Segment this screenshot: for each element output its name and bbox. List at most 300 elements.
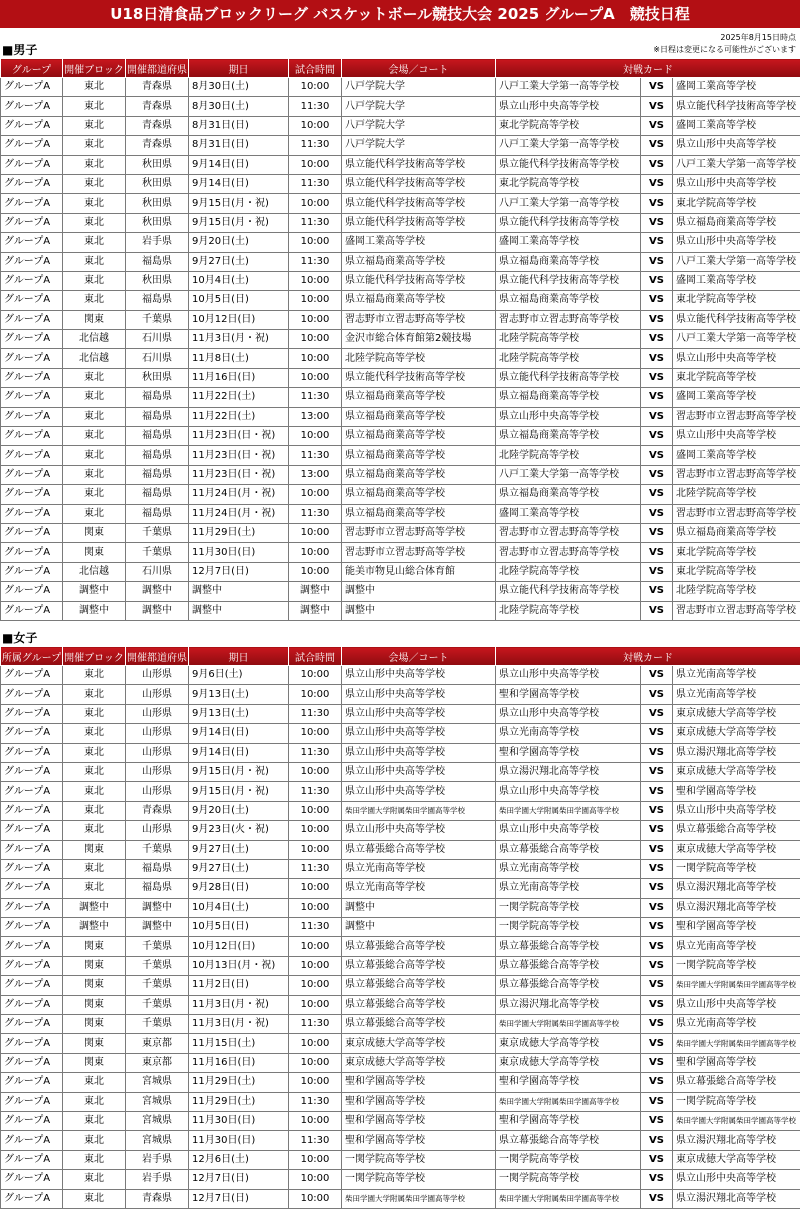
col-header-block: 開催ブロック (63, 647, 126, 666)
cell-venue: 県立山形中央高等学校 (342, 743, 496, 762)
cell-group: グループA (1, 995, 63, 1014)
table-row (1, 937, 800, 956)
cell-venue: 習志野市立習志野高等学校 (342, 310, 496, 329)
cell-vs: VS (641, 840, 673, 859)
cell-group: グループA (1, 78, 63, 97)
cell-home-team: 習志野市立習志野高等学校 (496, 310, 641, 329)
cell-home-team: 県立福島商業高等学校 (496, 485, 641, 504)
cell-venue: 県立能代科学技術高等学校 (342, 155, 496, 174)
cell-group: グループA (1, 1131, 63, 1150)
cell-away-team: 県立山形中央高等学校 (673, 349, 800, 368)
cell-away-team: 県立福島商業高等学校 (673, 523, 800, 542)
cell-block: 東北 (63, 252, 126, 271)
cell-date: 9月23日(火・祝) (189, 821, 289, 840)
cell-venue: 八戸学院大学 (342, 116, 496, 135)
cell-time: 10:00 (289, 840, 342, 859)
table-row (1, 446, 800, 465)
cell-vs: VS (641, 582, 673, 601)
cell-home-team: 東北学院高等学校 (496, 174, 641, 193)
cell-date: 10月4日(土) (189, 898, 289, 917)
cell-home-team: 聖和学園高等学校 (496, 1111, 641, 1130)
cell-vs: VS (641, 1073, 673, 1092)
cell-block: 東北 (63, 666, 126, 685)
cell-block: 東北 (63, 762, 126, 781)
cell-home-team: 県立光南高等学校 (496, 724, 641, 743)
cell-block: 関東 (63, 995, 126, 1014)
cell-venue: 聖和学園高等学校 (342, 1111, 496, 1130)
cell-venue: 東京成徳大学高等学校 (342, 1053, 496, 1072)
cell-vs: VS (641, 995, 673, 1014)
cell-vs: VS (641, 116, 673, 135)
cell-block: 関東 (63, 1034, 126, 1053)
table-row (1, 1131, 800, 1150)
cell-block: 関東 (63, 1053, 126, 1072)
cell-vs: VS (641, 485, 673, 504)
cell-venue: 北陸学院高等学校 (342, 349, 496, 368)
cell-date: 11月3日(月・祝) (189, 1015, 289, 1034)
cell-venue: 県立山形中央高等学校 (342, 685, 496, 704)
cell-block: 東北 (63, 368, 126, 387)
cell-date: 調整中 (189, 601, 289, 620)
cell-time: 10:00 (289, 543, 342, 562)
col-header-date: 期日 (189, 647, 289, 666)
cell-block: 東北 (63, 724, 126, 743)
col-header-block: 開催ブロック (63, 59, 126, 78)
cell-home-team: 聖和学園高等学校 (496, 1073, 641, 1092)
cell-time: 10:00 (289, 685, 342, 704)
cell-vs: VS (641, 724, 673, 743)
cell-home-team: 北陸学院高等学校 (496, 562, 641, 581)
table-row (1, 78, 800, 97)
cell-away-team: 一関学院高等学校 (673, 1092, 800, 1111)
cell-block: 調整中 (63, 918, 126, 937)
col-header-group: グループ (1, 59, 63, 78)
cell-time: 10:00 (289, 821, 342, 840)
table-row (1, 601, 800, 620)
cell-date: 11月16日(日) (189, 1053, 289, 1072)
cell-time: 10:00 (289, 801, 342, 820)
cell-date: 10月4日(土) (189, 271, 289, 290)
cell-date: 9月15日(月・祝) (189, 782, 289, 801)
table-row (1, 724, 800, 743)
cell-away-team: 習志野市立習志野高等学校 (673, 601, 800, 620)
cell-away-team: 北陸学院高等学校 (673, 582, 800, 601)
cell-date: 11月15日(土) (189, 1034, 289, 1053)
cell-away-team: 県立幕張総合高等学校 (673, 1073, 800, 1092)
cell-vs: VS (641, 1189, 673, 1208)
cell-date: 10月5日(日) (189, 918, 289, 937)
cell-venue: 県立幕張総合高等学校 (342, 840, 496, 859)
cell-time: 10:00 (289, 349, 342, 368)
cell-group: グループA (1, 782, 63, 801)
cell-date: 11月30日(日) (189, 1111, 289, 1130)
table-row (1, 504, 800, 523)
cell-home-team: 県立山形中央高等学校 (496, 821, 641, 840)
table-row (1, 898, 800, 917)
cell-group: グループA (1, 1189, 63, 1208)
cell-vs: VS (641, 1092, 673, 1111)
cell-group: グループA (1, 465, 63, 484)
cell-vs: VS (641, 937, 673, 956)
cell-vs: VS (641, 504, 673, 523)
cell-time: 調整中 (289, 582, 342, 601)
table-row (1, 918, 800, 937)
cell-block: 東北 (63, 174, 126, 193)
cell-date: 11月24日(月・祝) (189, 485, 289, 504)
cell-group: グループA (1, 427, 63, 446)
cell-away-team: 一関学院高等学校 (673, 956, 800, 975)
cell-group: グループA (1, 407, 63, 426)
cell-venue: 県立山形中央高等学校 (342, 666, 496, 685)
col-header-prefecture: 開催都道府県 (126, 59, 189, 78)
cell-venue: 県立福島商業高等学校 (342, 465, 496, 484)
cell-group: グループA (1, 136, 63, 155)
cell-prefecture: 千葉県 (126, 523, 189, 542)
cell-time: 13:00 (289, 407, 342, 426)
table-row (1, 666, 800, 685)
cell-home-team: 八戸工業大学第一高等学校 (496, 136, 641, 155)
cell-venue: 東京成徳大学高等学校 (342, 1034, 496, 1053)
cell-date: 9月20日(土) (189, 801, 289, 820)
cell-home-team: 東北学院高等学校 (496, 116, 641, 135)
cell-time: 10:00 (289, 310, 342, 329)
cell-home-team: 県立能代科学技術高等学校 (496, 271, 641, 290)
cell-venue: 県立能代科学技術高等学校 (342, 174, 496, 193)
cell-date: 9月20日(土) (189, 233, 289, 252)
table-row (1, 1189, 800, 1208)
cell-group: グループA (1, 388, 63, 407)
cell-date: 10月13日(月・祝) (189, 956, 289, 975)
cell-group: グループA (1, 1111, 63, 1130)
cell-date: 10月5日(日) (189, 291, 289, 310)
cell-vs: VS (641, 194, 673, 213)
cell-home-team: 一関学院高等学校 (496, 898, 641, 917)
cell-date: 11月22日(土) (189, 407, 289, 426)
cell-group: グループA (1, 840, 63, 859)
cell-date: 11月23日(日・祝) (189, 446, 289, 465)
cell-prefecture: 岩手県 (126, 1170, 189, 1189)
cell-vs: VS (641, 407, 673, 426)
cell-group: グループA (1, 543, 63, 562)
cell-time: 10:00 (289, 194, 342, 213)
table-row (1, 956, 800, 975)
cell-block: 東北 (63, 155, 126, 174)
cell-prefecture: 山形県 (126, 724, 189, 743)
cell-vs: VS (641, 685, 673, 704)
cell-away-team: 聖和学園高等学校 (673, 918, 800, 937)
cell-venue: 能美市物見山総合体育館 (342, 562, 496, 581)
cell-venue: 八戸学院大学 (342, 78, 496, 97)
cell-home-team: 柴田学園大学附属柴田学園高等学校 (496, 1189, 641, 1208)
cell-block: 東北 (63, 1150, 126, 1169)
cell-home-team: 盛岡工業高等学校 (496, 504, 641, 523)
cell-venue: 県立幕張総合高等学校 (342, 1015, 496, 1034)
cell-home-team: 八戸工業大学第一高等学校 (496, 78, 641, 97)
cell-prefecture: 秋田県 (126, 271, 189, 290)
cell-venue: 聖和学園高等学校 (342, 1131, 496, 1150)
cell-prefecture: 山形県 (126, 821, 189, 840)
cell-prefecture: 福島県 (126, 446, 189, 465)
col-header-time: 試合時間 (289, 59, 342, 78)
cell-vs: VS (641, 782, 673, 801)
cell-date: 10月12日(日) (189, 310, 289, 329)
cell-block: 北信越 (63, 562, 126, 581)
cell-block: 東北 (63, 685, 126, 704)
cell-vs: VS (641, 213, 673, 232)
cell-group: グループA (1, 956, 63, 975)
cell-vs: VS (641, 1150, 673, 1169)
cell-date: 11月16日(日) (189, 368, 289, 387)
cell-venue: 金沢市総合体育館第2競技場 (342, 330, 496, 349)
cell-vs: VS (641, 291, 673, 310)
cell-group: グループA (1, 879, 63, 898)
cell-group: グループA (1, 1015, 63, 1034)
cell-venue: 八戸学院大学 (342, 136, 496, 155)
cell-away-team: 東京成徳大学高等学校 (673, 840, 800, 859)
cell-date: 11月30日(日) (189, 543, 289, 562)
cell-block: 東北 (63, 116, 126, 135)
cell-date: 9月14日(日) (189, 155, 289, 174)
cell-vs: VS (641, 523, 673, 542)
cell-time: 10:00 (289, 1111, 342, 1130)
cell-home-team: 県立福島商業高等学校 (496, 252, 641, 271)
table-row (1, 271, 800, 290)
cell-group: グループA (1, 213, 63, 232)
col-header-time: 試合時間 (289, 647, 342, 666)
cell-prefecture: 福島県 (126, 465, 189, 484)
table-row (1, 213, 800, 232)
cell-home-team: 県立能代科学技術高等学校 (496, 368, 641, 387)
cell-time: 11:30 (289, 1092, 342, 1111)
cell-prefecture: 秋田県 (126, 194, 189, 213)
cell-prefecture: 秋田県 (126, 155, 189, 174)
cell-time: 10:00 (289, 898, 342, 917)
cell-time: 10:00 (289, 562, 342, 581)
cell-block: 東北 (63, 427, 126, 446)
table-row (1, 879, 800, 898)
table-header-row (1, 59, 800, 78)
cell-block: 東北 (63, 485, 126, 504)
cell-home-team: 柴田学園大学附属柴田学園高等学校 (496, 801, 641, 820)
cell-away-team: 県立幕張総合高等学校 (673, 821, 800, 840)
cell-vs: VS (641, 349, 673, 368)
cell-group: グループA (1, 330, 63, 349)
cell-time: 10:00 (289, 937, 342, 956)
cell-home-team: 北陸学院高等学校 (496, 349, 641, 368)
table-row (1, 136, 800, 155)
cell-block: 東北 (63, 1092, 126, 1111)
cell-block: 北信越 (63, 330, 126, 349)
cell-group: グループA (1, 918, 63, 937)
cell-block: 東北 (63, 271, 126, 290)
table-row (1, 97, 800, 116)
cell-vs: VS (641, 976, 673, 995)
cell-vs: VS (641, 743, 673, 762)
cell-venue: 県立山形中央高等学校 (342, 762, 496, 781)
cell-prefecture: 石川県 (126, 562, 189, 581)
table-row (1, 310, 800, 329)
cell-away-team: 東北学院高等学校 (673, 194, 800, 213)
cell-time: 10:00 (289, 976, 342, 995)
cell-date: 12月7日(日) (189, 1189, 289, 1208)
cell-venue: 柴田学園大学附属柴田学園高等学校 (342, 801, 496, 820)
cell-venue: 県立福島商業高等学校 (342, 446, 496, 465)
col-header-prefecture: 開催都道府県 (126, 647, 189, 666)
cell-vs: VS (641, 666, 673, 685)
cell-prefecture: 調整中 (126, 918, 189, 937)
cell-away-team: 県立能代科学技術高等学校 (673, 310, 800, 329)
cell-block: 関東 (63, 523, 126, 542)
cell-date: 9月27日(土) (189, 252, 289, 271)
table-row (1, 1053, 800, 1072)
cell-date: 12月7日(日) (189, 562, 289, 581)
cell-vs: VS (641, 1034, 673, 1053)
cell-home-team: 県立幕張総合高等学校 (496, 937, 641, 956)
cell-prefecture: 山形県 (126, 782, 189, 801)
cell-date: 8月31日(日) (189, 116, 289, 135)
cell-prefecture: 千葉県 (126, 1015, 189, 1034)
cell-date: 11月29日(土) (189, 1073, 289, 1092)
cell-vs: VS (641, 801, 673, 820)
cell-venue: 県立光南高等学校 (342, 859, 496, 878)
cell-away-team: 県立湯沢翔北高等学校 (673, 898, 800, 917)
cell-home-team: 八戸工業大学第一高等学校 (496, 465, 641, 484)
cell-prefecture: 千葉県 (126, 543, 189, 562)
cell-prefecture: 青森県 (126, 801, 189, 820)
as-of-date: 2025年8月15日時点 (720, 33, 796, 42)
cell-date: 9月15日(月・祝) (189, 194, 289, 213)
cell-vs: VS (641, 155, 673, 174)
cell-group: グループA (1, 504, 63, 523)
cell-time: 11:30 (289, 388, 342, 407)
cell-home-team: 県立幕張総合高等学校 (496, 976, 641, 995)
cell-home-team: 県立福島商業高等学校 (496, 291, 641, 310)
cell-group: グループA (1, 898, 63, 917)
table-row (1, 465, 800, 484)
cell-venue: 県立能代科学技術高等学校 (342, 271, 496, 290)
cell-block: 調整中 (63, 898, 126, 917)
cell-block: 北信越 (63, 349, 126, 368)
table-row (1, 562, 800, 581)
cell-time: 10:00 (289, 956, 342, 975)
cell-group: グループA (1, 724, 63, 743)
cell-vs: VS (641, 271, 673, 290)
cell-venue: 習志野市立習志野高等学校 (342, 523, 496, 542)
table-row (1, 685, 800, 704)
table-row (1, 1015, 800, 1034)
cell-group: グループA (1, 937, 63, 956)
cell-away-team: 八戸工業大学第一高等学校 (673, 252, 800, 271)
cell-date: 8月30日(土) (189, 97, 289, 116)
table-row (1, 782, 800, 801)
cell-time: 11:30 (289, 743, 342, 762)
cell-date: 9月28日(日) (189, 879, 289, 898)
cell-block: 東北 (63, 782, 126, 801)
table-row (1, 1034, 800, 1053)
cell-venue: 調整中 (342, 601, 496, 620)
cell-vs: VS (641, 898, 673, 917)
cell-block: 東北 (63, 291, 126, 310)
cell-date: 9月13日(土) (189, 704, 289, 723)
cell-prefecture: 山形県 (126, 666, 189, 685)
cell-time: 10:00 (289, 291, 342, 310)
cell-date: 11月29日(土) (189, 1092, 289, 1111)
cell-home-team: 習志野市立習志野高等学校 (496, 523, 641, 542)
cell-time: 11:30 (289, 504, 342, 523)
cell-time: 11:30 (289, 1131, 342, 1150)
cell-away-team: 県立山形中央高等学校 (673, 995, 800, 1014)
cell-vs: VS (641, 97, 673, 116)
cell-home-team: 県立福島商業高等学校 (496, 388, 641, 407)
cell-prefecture: 青森県 (126, 136, 189, 155)
cell-block: 東北 (63, 194, 126, 213)
table-row (1, 801, 800, 820)
cell-home-team: 北陸学院高等学校 (496, 330, 641, 349)
col-header-group: 所属グループ (1, 647, 63, 666)
table-row (1, 1170, 800, 1189)
table-row (1, 582, 800, 601)
cell-away-team: 一関学院高等学校 (673, 859, 800, 878)
cell-time: 10:00 (289, 1034, 342, 1053)
table-row (1, 523, 800, 542)
table-row (1, 543, 800, 562)
table-row (1, 116, 800, 135)
cell-group: グループA (1, 310, 63, 329)
cell-time: 10:00 (289, 155, 342, 174)
boys-schedule-table (0, 58, 800, 621)
cell-venue: 盛岡工業高等学校 (342, 233, 496, 252)
cell-home-team: 県立幕張総合高等学校 (496, 1131, 641, 1150)
cell-home-team: 県立湯沢翔北高等学校 (496, 762, 641, 781)
cell-away-team: 県立湯沢翔北高等学校 (673, 879, 800, 898)
cell-block: 東北 (63, 213, 126, 232)
cell-prefecture: 山形県 (126, 704, 189, 723)
cell-prefecture: 福島県 (126, 252, 189, 271)
cell-time: 10:00 (289, 762, 342, 781)
cell-group: グループA (1, 233, 63, 252)
cell-away-team: 北陸学院高等学校 (673, 485, 800, 504)
cell-date: 8月30日(土) (189, 78, 289, 97)
cell-away-team: 東北学院高等学校 (673, 291, 800, 310)
cell-group: グループA (1, 485, 63, 504)
cell-vs: VS (641, 427, 673, 446)
cell-home-team: 北陸学院高等学校 (496, 446, 641, 465)
cell-home-team: 県立光南高等学校 (496, 879, 641, 898)
cell-time: 調整中 (289, 601, 342, 620)
cell-date: 11月3日(月・祝) (189, 330, 289, 349)
cell-group: グループA (1, 801, 63, 820)
cell-home-team: 県立山形中央高等学校 (496, 782, 641, 801)
cell-date: 8月31日(日) (189, 136, 289, 155)
cell-prefecture: 宮城県 (126, 1092, 189, 1111)
cell-away-team: 県立湯沢翔北高等学校 (673, 1189, 800, 1208)
cell-venue: 県立山形中央高等学校 (342, 782, 496, 801)
cell-prefecture: 宮城県 (126, 1111, 189, 1130)
cell-date: 9月13日(土) (189, 685, 289, 704)
cell-venue: 県立福島商業高等学校 (342, 291, 496, 310)
cell-date: 11月24日(月・祝) (189, 504, 289, 523)
cell-prefecture: 調整中 (126, 898, 189, 917)
cell-block: 調整中 (63, 582, 126, 601)
cell-prefecture: 福島県 (126, 407, 189, 426)
cell-time: 11:30 (289, 859, 342, 878)
cell-venue: 県立能代科学技術高等学校 (342, 368, 496, 387)
table-row (1, 840, 800, 859)
table-row (1, 1150, 800, 1169)
cell-group: グループA (1, 194, 63, 213)
cell-group: グループA (1, 1073, 63, 1092)
cell-away-team: 県立山形中央高等学校 (673, 801, 800, 820)
